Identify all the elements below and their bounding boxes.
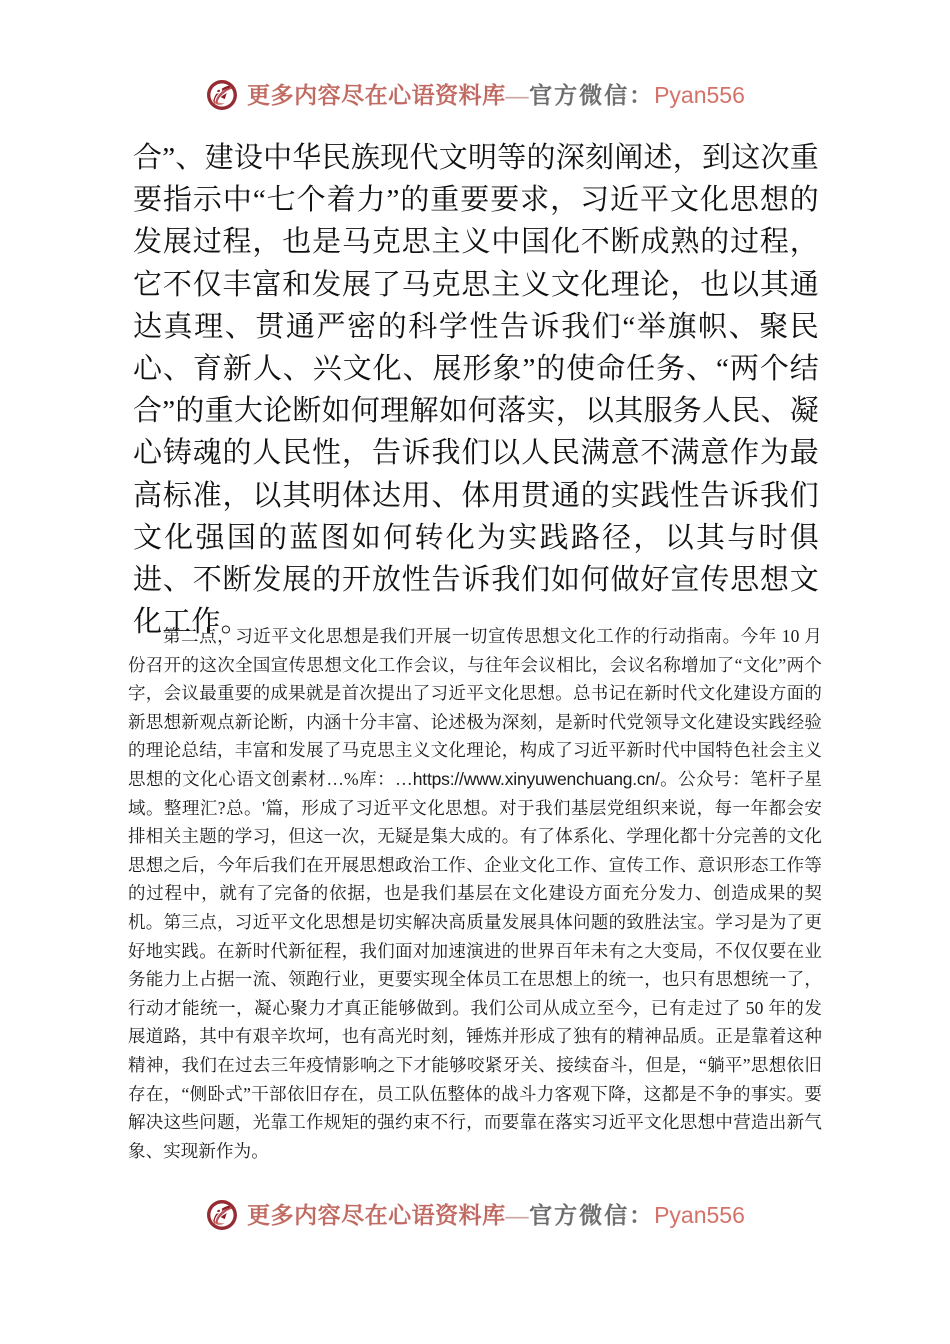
swirl-circle-logo-icon [205, 1198, 239, 1232]
watermark-footer-text [247, 1201, 745, 1228]
watermark-header [0, 78, 950, 112]
watermark-cn-label: 更多内容尽在心语资料库 [247, 1202, 506, 1228]
watermark-dash: — [505, 1202, 530, 1228]
small-body-section [128, 622, 822, 1165]
watermark-header-text [247, 81, 745, 108]
swirl-circle-logo-icon [205, 78, 239, 112]
large-body-paragraph: 合”、建设中华民族现代文明等的深刻阐述，到这次重要指示中“七个着力”的重要要求，习近平文化思想的发展过程，也是马克思主义中国化不断成熟的过程，它不仅丰富和发展了马克思主义文化理论，也以其通达真理、贯通严密的科学性告诉我们“举旗帜、聚民心、育新人、兴文化、展形象”的使命任务、“两个结合”的重大论断如何理解如何落实，以其服务人民、凝心铸魂的人民性，告诉我们以人民满意不满意作为最高标准，以其明体达用、体用贯通的实践性告诉我们文化强国的蓝图如何转化为实践路径，以其与时俱进、不断发展的开放性告诉我们如何做好宣传思想文化工作。 [133, 142, 819, 639]
watermark-cn-label: 更多内容尽在心语资料库 [247, 82, 506, 108]
small-body-part2: 。公众号：笔杆子星域。整理汇?总。'篇，形成了习近平文化思想。对于我们基层党组织来说，每一年都会安排相关主题的学习，但这一次，无疑是集大成的。有了体系化、学理化都十分完善的文化思想之后，今年后我们在开展思想政治工作、企业文化工作、宣传工作、意识形态工作等的过程中，就有了完备的依据，也是我们基层在文化建设方面充分发力、创造成果的契机。第三点，习近平文化思想是切实解决高质量发展具体问题的致胜法宝。学习是为了更好地实践。在新时代新征程，我们面对加速演进的世界百年未有之大变局，不仅仅要在业务能力上占据一流、领跑行业，更要实现全体员工在思想上的统一，也只有思想统一了，行动才能统一，凝心聚力才真正能够做到。我们公司从成立至今，已有走过了 50 年的发展道路，其中有艰辛坎坷，也有高光时刻，锤炼并形成了独有的精神品质。正是靠着这种精神，我们在过去三年疫情影响之下才能够咬紧牙关、接续奋斗，但是，“躺平”思想依旧存在，“侧卧式”干部依旧存在，员工队伍整体的战斗力客观下降，这都是不争的事实。要解决这些问题，光靠工作规矩的强约束不行，而要靠在落实习近平文化思想中营造出新气象、实现新作为。 [128, 768, 822, 1161]
watermark-wechat-id: Pyan556 [654, 1201, 745, 1228]
large-body-section [133, 137, 819, 643]
watermark-footer [0, 1198, 950, 1232]
source-url-text: https://www.xinyuwenchuang.cn/ [412, 768, 660, 789]
watermark-wechat-label: 官方微信： [529, 82, 655, 108]
small-body-part1: 第二点，习近平文化思想是我们开展一切宣传思想文化工作的行动指南。今年 10 月份召开的这次全国宣传思想文化工作会议，与往年会议相比，会议名称增加了“文化”两个字，会议最重要的成果就是首次提出了习近平文化思想。总书记在新时代文化建设方面的新思想新观点新论断，内涵十分丰富、论述极为深刻，是新时代党领导文化建设实践经验的理论总结，丰富和发展了马克思主义文化理论，构成了习近平新时代中国特色社会主义思想的文化心语文创素材…%库：… [128, 626, 822, 789]
small-body-paragraph [128, 622, 822, 1165]
watermark-wechat-id: Pyan556 [654, 81, 745, 108]
watermark-dash: — [505, 82, 530, 108]
watermark-wechat-label: 官方微信： [529, 1202, 655, 1228]
